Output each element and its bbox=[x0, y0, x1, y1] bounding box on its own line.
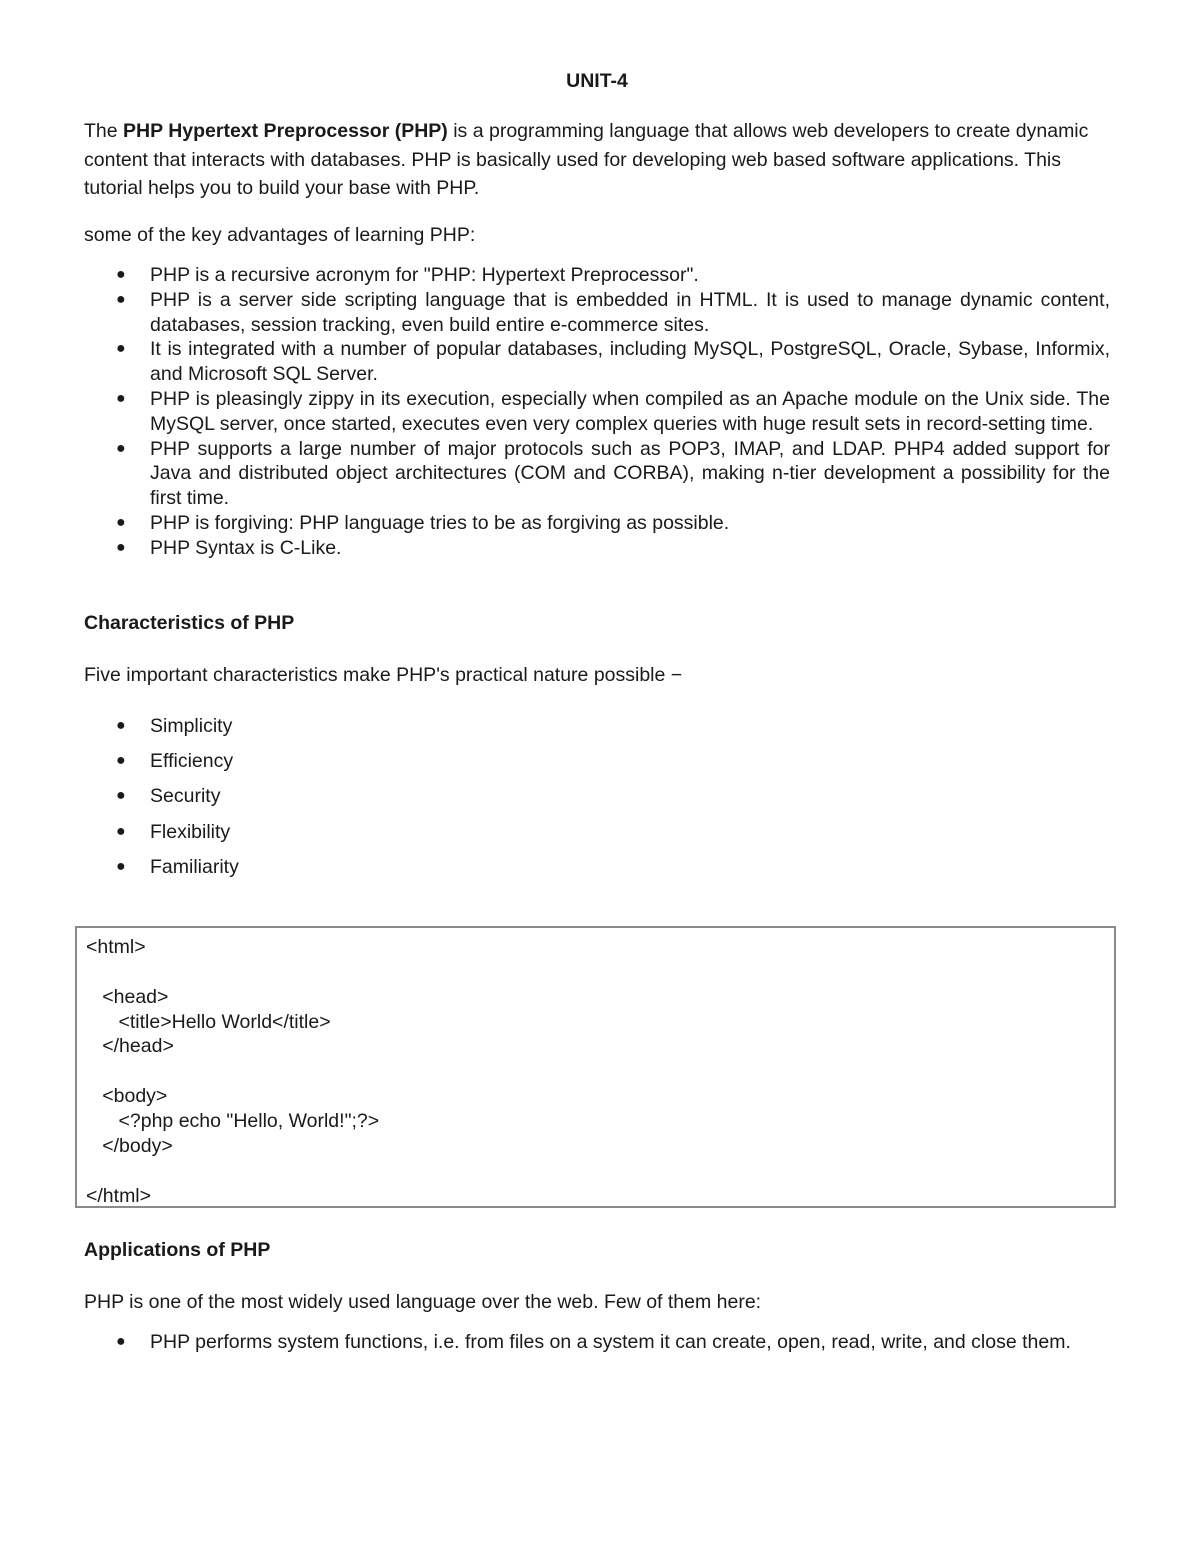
code-line: <head> bbox=[86, 986, 169, 1008]
bullet-icon: ● bbox=[116, 752, 126, 770]
applications-lead: PHP is one of the most widely used language over the web. Few of them here: bbox=[84, 1291, 762, 1313]
intro-suffix: is a programming language that allows web developers to create dynamic content that interacts with databases. PHP is basically used for developing web based software applications. This tutorial helps you to build your base with PHP. bbox=[84, 120, 1089, 199]
intro-bold-term: PHP Hypertext Preprocessor (PHP) bbox=[123, 120, 448, 142]
list-item-text: PHP supports a large number of major protocols such as POP3, IMAP, and LDAP. PHP4 added support for Java and distributed object architectures (COM and CORBA), making n-tier development a possibility for the first time. bbox=[150, 437, 1110, 510]
code-line: <title>Hello World</title> bbox=[86, 1011, 331, 1033]
applications-list bbox=[84, 1330, 1110, 1355]
list-item bbox=[84, 288, 1110, 338]
list-item bbox=[84, 714, 239, 749]
bullet-icon: ● bbox=[116, 513, 126, 531]
applications-heading: Applications of PHP bbox=[84, 1239, 271, 1261]
bullet-icon: ● bbox=[116, 538, 126, 556]
list-item-text: Flexibility bbox=[150, 820, 231, 843]
code-line: <html> bbox=[86, 936, 146, 958]
list-item-text: It is integrated with a number of popular databases, including MySQL, PostgreSQL, Oracle, Sybase, Informix, and Microsoft SQL Server. bbox=[150, 338, 1110, 386]
advantages-list bbox=[84, 263, 1110, 561]
code-example-box bbox=[75, 926, 1116, 1208]
intro-paragraph bbox=[84, 117, 1114, 203]
intro-prefix: The bbox=[84, 120, 124, 142]
list-item bbox=[84, 337, 1110, 387]
bullet-icon: ● bbox=[116, 787, 126, 805]
bullet-icon: ● bbox=[116, 857, 126, 875]
bullet-icon: ● bbox=[116, 1333, 126, 1350]
list-item-text: PHP performs system functions, i.e. from files on a system it can create, open, read, write, and close them. bbox=[150, 1331, 1071, 1353]
characteristics-lead: Five important characteristics make PHP's practical nature possible − bbox=[84, 664, 683, 686]
list-item bbox=[84, 749, 239, 784]
list-item-text: PHP Syntax is C-Like. bbox=[150, 536, 342, 559]
list-item bbox=[84, 784, 239, 819]
list-item bbox=[84, 437, 1110, 511]
list-item-text: PHP is forgiving: PHP language tries to be as forgiving as possible. bbox=[150, 511, 730, 534]
list-item bbox=[84, 511, 1110, 536]
characteristics-list bbox=[84, 714, 239, 890]
list-item-text: Security bbox=[150, 785, 221, 808]
bullet-icon: ● bbox=[116, 340, 126, 358]
list-item-text: PHP is pleasingly zippy in its execution, especially when compiled as an Apache module on the Unix side. The MySQL server, once started, executes even very complex queries with huge result sets in record-setting time. bbox=[150, 387, 1110, 435]
code-line: </body> bbox=[86, 1135, 173, 1157]
code-line: </html> bbox=[86, 1185, 152, 1207]
list-item bbox=[84, 820, 239, 855]
list-item bbox=[84, 263, 1110, 288]
code-line: <?php echo "Hello, World!";?> bbox=[86, 1110, 380, 1132]
bullet-icon: ● bbox=[116, 290, 126, 308]
list-item-text: PHP is a recursive acronym for "PHP: Hypertext Preprocessor". bbox=[150, 264, 699, 286]
list-item-text: PHP is a server side scripting language that is embedded in HTML. It is used to manage dynamic content, databases, session tracking, even build entire e-commerce sites. bbox=[150, 288, 1110, 336]
list-item bbox=[84, 387, 1110, 437]
advantages-lead: some of the key advantages of learning PHP: bbox=[84, 224, 476, 246]
bullet-icon: ● bbox=[116, 717, 126, 734]
list-item-text: Simplicity bbox=[150, 715, 233, 737]
page-title: UNIT-4 bbox=[566, 70, 628, 92]
bullet-icon: ● bbox=[116, 822, 126, 840]
bullet-icon: ● bbox=[116, 266, 126, 283]
bullet-icon: ● bbox=[116, 439, 126, 457]
list-item-text: Efficiency bbox=[150, 750, 234, 773]
characteristics-heading: Characteristics of PHP bbox=[84, 612, 295, 634]
list-item bbox=[84, 1330, 1110, 1355]
code-line: </head> bbox=[86, 1035, 174, 1057]
list-item-text: Familiarity bbox=[150, 855, 239, 878]
bullet-icon: ● bbox=[116, 389, 126, 407]
code-line: <body> bbox=[86, 1085, 168, 1107]
list-item bbox=[84, 855, 239, 890]
list-item bbox=[84, 536, 1110, 561]
